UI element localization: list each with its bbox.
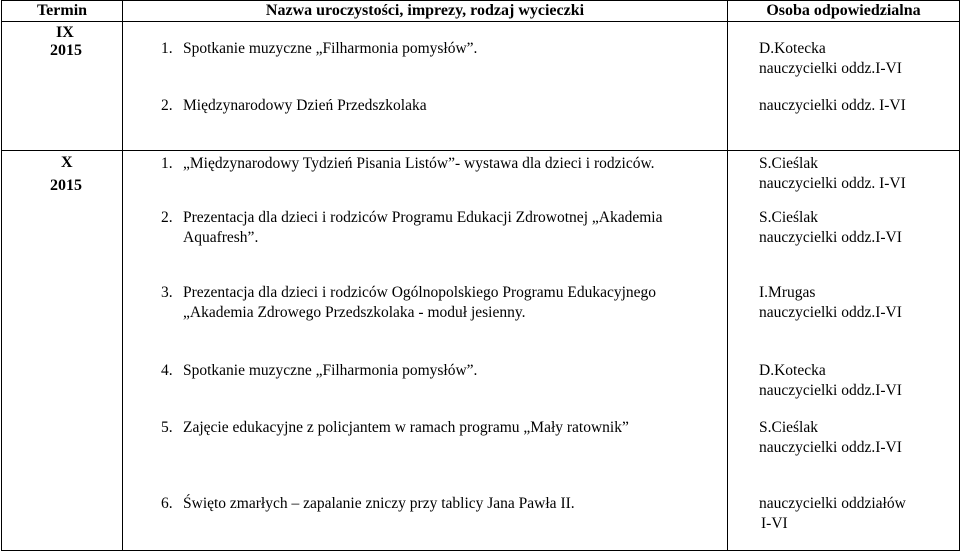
responsible-name: nauczycielki oddziałów (759, 495, 906, 512)
item-text-continued: Aquafresh”. (183, 229, 259, 246)
header-row (2, 1, 960, 22)
events-cell (123, 151, 728, 551)
responsible-group: nauczycielki oddz.I-VI (759, 229, 902, 246)
responsible-group: nauczycielki oddz. I-VI (759, 175, 906, 192)
responsible-entry (759, 39, 902, 79)
item-text: Spotkanie muzyczne „Filharmonia pomysłów”. (183, 40, 478, 57)
responsible-group: I-VI (761, 515, 788, 532)
responsible-entry (759, 361, 902, 401)
item-text: Spotkanie muzyczne „Filharmonia pomysłów”. (183, 362, 478, 379)
responsible-cell (728, 22, 960, 151)
list-item (161, 208, 662, 248)
responsible-name: I.Mrugas (759, 284, 816, 301)
item-text: „Międzynarodowy Tydzień Pisania Listów”- wystawa dla dzieci i rodziców. (183, 155, 655, 172)
list-item (161, 39, 477, 59)
responsible-group: nauczycielki oddz.I-VI (759, 60, 902, 77)
responsible-name: D.Kotecka (759, 362, 826, 379)
table-row-september (2, 22, 960, 151)
responsible-entry (759, 96, 906, 116)
term-month: IX (56, 24, 74, 41)
item-number: 1. (161, 40, 173, 57)
header-person: Osoba odpowiedzialna (728, 1, 960, 22)
responsible-entry (759, 494, 906, 534)
list-item (161, 418, 629, 438)
responsible-cell (728, 151, 960, 551)
responsible-name: S.Cieślak (759, 155, 818, 172)
item-text-continued: „Akademia Zdrowego Przedszkolaka - moduł jesienny. (183, 304, 526, 321)
schedule-table (1, 0, 960, 551)
term-month: X (61, 154, 73, 171)
table-row-october (2, 151, 960, 551)
responsible-name: nauczycielki oddz. I-VI (759, 97, 906, 114)
item-number: 6. (161, 495, 173, 512)
responsible-group: nauczycielki oddz.I-VI (759, 304, 902, 321)
item-text: Międzynarodowy Dzień Przedszkolaka (183, 97, 427, 114)
item-number: 5. (161, 419, 173, 436)
list-item (161, 361, 477, 381)
item-number: 2. (161, 97, 173, 114)
term-cell (2, 151, 123, 551)
item-number: 2. (161, 209, 173, 226)
responsible-group: nauczycielki oddz.I-VI (759, 439, 902, 456)
responsible-name: D.Kotecka (759, 40, 826, 57)
item-text: Prezentacja dla dzieci i rodziców Programu Edukacji Zdrowotnej „Akademia (183, 209, 663, 226)
term-year: 2015 (50, 42, 82, 59)
term-cell (2, 22, 123, 151)
list-item (161, 154, 655, 174)
item-text: Zajęcie edukacyjne z policjantem w ramach programu „Mały ratownik” (183, 419, 629, 436)
responsible-group: nauczycielki oddz.I-VI (759, 382, 902, 399)
item-text: Prezentacja dla dzieci i rodziców Ogólnopolskiego Programu Edukacyjnego (183, 284, 657, 301)
item-number: 4. (161, 362, 173, 379)
responsible-name: S.Cieślak (759, 209, 818, 226)
responsible-entry (759, 283, 902, 323)
header-term: Termin (2, 1, 123, 22)
item-number: 3. (161, 284, 173, 301)
list-item (161, 283, 656, 323)
item-text: Święto zmarłych – zapalanie zniczy przy tablicy Jana Pawła II. (183, 495, 575, 512)
list-item (161, 494, 575, 514)
list-item (161, 96, 427, 116)
item-number: 1. (161, 155, 173, 172)
header-event: Nazwa uroczystości, imprezy, rodzaj wycieczki (123, 1, 728, 22)
responsible-name: S.Cieślak (759, 419, 818, 436)
term-year: 2015 (50, 177, 82, 194)
responsible-entry (759, 154, 906, 194)
events-cell (123, 22, 728, 151)
responsible-entry (759, 208, 902, 248)
responsible-entry (759, 418, 902, 458)
